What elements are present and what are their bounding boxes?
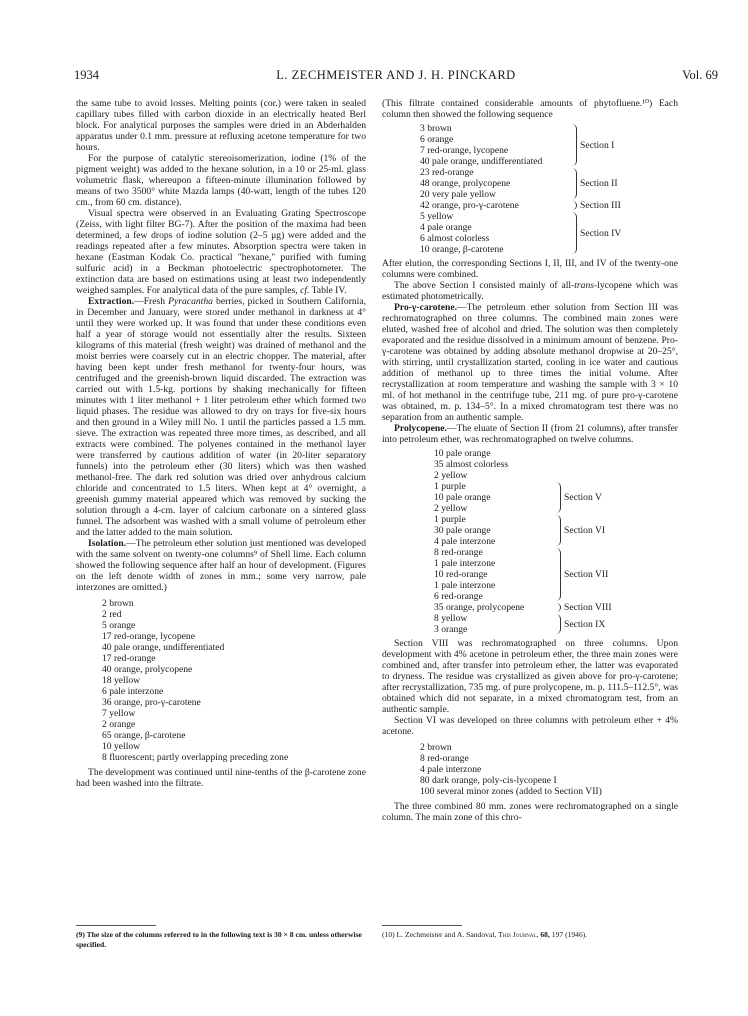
page-number: 1934 [74, 68, 99, 82]
section-brace [556, 515, 561, 546]
zone-entry: 40 pale orange, undifferentiated [420, 156, 543, 167]
paragraph-extraction: Extraction.—Fresh Pyracantha berries, picked in Southern California, in December and January, were stored under methanol in darkness at 4° until they were worked up. It was found that under these conditions even half a year of storage would not essentially alter the results. Sixteen kilograms of this material (fresh weight) was drained of methanol and the moist berries were coarsely cut in an electric chopper. The material, after having been kept under fresh methanol for twenty-four hours, was centrifuged and the greenish-brown liquid discarded. The extraction was carried out with 1.5-kg. portions by shaking mechanically for fifteen minutes with 1 liter methanol + 1 liter petroleum ether which formed two liquid phases. The residue was allowed to dry on trays for five-six hours and then ground in a Wiley mill No. 1 until the particles passed a 1.5 mm. sieve. The extraction was repeated three more times, as described, and all extracts were combined. The polyenes contained in the methanol layer were transferred by cautious addition of water (in 20-liter separatory funnels) into the petroleum ether (30 liters) which was then washed methanol-free. The dark red solution was dried over anhydrous calcium chloride and concentrated to 1.5 liters. When kept at 4° overnight, a greenish gummy material appeared which was removed by sucking the solution through a 4-cm. layer of calcium carbonate on a sintered glass funnel. The adsorbent was washed with a small volume of petroleum ether and the latter added to the main solution. [76, 296, 367, 538]
section-brace [556, 482, 561, 513]
volume-label: Vol. 69 [682, 68, 718, 82]
zone-entry: 4 pale interzone [420, 764, 482, 775]
zone-entry: 5 orange [102, 620, 136, 631]
paragraph: Section VI was developed on three columns with petroleum ether + 4% acetone. [382, 715, 678, 737]
zone-entry: 6 red-orange [434, 591, 483, 602]
zone-entry: 8 red-orange [434, 547, 483, 558]
paragraph: Visual spectra were observed in an Evaluating Grating Spectroscope (Zeiss, with light filter BG-7). After the position of the maxima had been determined, a few drops of iodine solution (2–5 μg) were added and the readings repeated after a few minutes. Absorption spectra were taken in hexane (Eastman Kodak Co. practical "hexane," purified with fuming sulfuric acid) in a Beckman photoelectric spectrophotometer. The extinction data are based on estimations using at least two independently weighed samples. For analytical data of the pure samples, cf. Table IV. [76, 208, 366, 296]
zone-entry: 42 orange, pro-γ-carotene [420, 200, 519, 211]
zone-entry: 10 red-orange [434, 569, 488, 580]
zone-entry: 65 orange, β-carotene [102, 730, 186, 741]
footnote-9: (9) The size of the columns referred to in the following text is 30 × 8 cm. unless otherwise specified. [76, 930, 362, 949]
zone-entry: 10 yellow [102, 741, 141, 752]
zone-entry: 2 yellow [434, 470, 468, 481]
zone-entry: 6 orange [420, 134, 454, 145]
zone-entry: 2 yellow [434, 503, 468, 514]
paragraph-prolycopene: Prolycopene.—The eluate of Section II (from 21 columns), after transfer into petroleum ether, was rechromatographed on twelve columns. [382, 423, 678, 445]
section-label: Section V [564, 492, 602, 503]
paragraph: the same tube to avoid losses. Melting points (cor.) were taken in sealed capillary tubes filled with carbon dioxide in an electrically heated Berl block. For analytical purposes the samples were dried in an Abderhalden apparatus under 0.1 mm. pressure at refluxing acetone temperature for two hours. [76, 98, 366, 153]
zone-entry: 36 orange, pro-γ-carotene [102, 697, 201, 708]
zone-entry: 40 pale orange, undifferentiated [102, 642, 225, 653]
zone-entry: 6 pale interzone [102, 686, 164, 697]
zone-entry: 18 yellow [102, 675, 141, 686]
zone-entry: 7 yellow [102, 708, 136, 719]
section-label: Section IX [564, 618, 606, 630]
section-brace [572, 201, 577, 210]
zone-list [102, 598, 366, 763]
zone-entry: 17 red-orange, lycopene [102, 631, 195, 642]
running-header [74, 68, 718, 84]
zone-entry: 4 pale orange [420, 222, 472, 233]
paragraph-isolation: Isolation.—The petroleum ether solution just mentioned was developed with the same solvent on twenty-one columns⁹ of Shell lime. Each column showed the following sequence after half an hour of development. (Figures on the left denote width of zones in mm.; some very narrow, pale interzones are omitted.) [76, 538, 366, 593]
zone-entry: 3 orange [434, 624, 468, 635]
paragraph: Section VIII was rechromatographed on three columns. Upon development with 4% acetone in petroleum ether, the three main zones were combined and, after transfer into petroleum ether, the latter was evaporated to dryness. The residue was crystallized as given above for pro-γ-carotene; after recrystallization, 735 mg. of pure prolycopene, m. p. 111.5–112.5°, was obtained which did not separate, in a mixed chromatogram test, from an authentic sample. [382, 638, 678, 715]
zone-entry: 8 red-orange [420, 753, 469, 764]
section-brace [556, 548, 561, 601]
section-brace [572, 212, 577, 254]
section-brace [556, 614, 561, 634]
section-label: Section VII [564, 569, 609, 580]
zone-sequence-1 [420, 123, 678, 255]
zone-sequence-2 [434, 448, 678, 635]
zone-entry: 3 brown [420, 123, 452, 134]
section-brace [572, 168, 577, 199]
section-heading: Prolycopene. [394, 423, 447, 434]
zone-entry: 8 yellow [434, 613, 468, 624]
zone-entry: 23 red-orange [420, 167, 474, 178]
footnote-rule [382, 925, 462, 926]
zone-entry: 30 pale orange [434, 525, 491, 536]
running-title: L. ZECHMEISTER AND J. H. PINCKARD [276, 68, 516, 82]
zone-sequence-3 [420, 742, 678, 797]
zone-entry: 1 pale interzone [434, 558, 496, 569]
zone-entry: 7 red-orange, lycopene [420, 145, 509, 156]
paragraph: The three combined 80 mm. zones were rechromatographed on a single column. The main zone of this chro- [382, 801, 678, 823]
zone-entry: 1 purple [434, 481, 466, 492]
footnote-10: (10) L. Zechmeister and A. Sandoval, This Journal, 68, 197 (1946). [382, 930, 588, 939]
zone-entry: 4 pale interzone [434, 536, 496, 547]
zone-entry: 35 orange, prolycopene [434, 602, 525, 613]
paragraph: (This filtrate contained considerable amounts of phytofluene.¹⁰) Each column then showed the following sequence [382, 98, 678, 120]
zone-entry: 10 orange, β-carotene [420, 244, 504, 255]
zone-entry: 17 red-orange [102, 653, 156, 664]
zone-entry: 1 purple [434, 514, 466, 525]
section-label: Section VI [564, 525, 606, 536]
section-brace [556, 603, 561, 612]
zone-entry: 10 pale orange [434, 448, 491, 459]
section-label: Section II [580, 178, 618, 189]
zone-entry: 48 orange, prolycopene [420, 178, 511, 189]
zone-entry: 2 brown [102, 598, 134, 609]
section-label: Section VIII [564, 602, 612, 613]
zone-entry: 5 yellow [420, 211, 454, 222]
zone-entry: 80 dark orange, poly-cis-lycopene I [420, 775, 557, 786]
zone-entry: 8 fluorescent; partly overlapping preceding zone [102, 752, 289, 763]
zone-entry: 100 several minor zones (added to Section VII) [420, 786, 602, 797]
paragraph-pro-gamma: Pro-γ-carotene.—The petroleum ether solution from Section III was rechromatographed on three columns. The combined main zones were eluted, washed free of alcohol and dried. The solution was then completely evaporated and the residue dissolved in a minimum amount of benzene. Pro-γ-carotene was obtained by adding absolute methanol dropwise at 20–25°, with stirring, until crystallization started, cooling in ice water and cautious addition of methanol up to three times the initial volume. After recrystallization at room temperature and washing the sample with 3 × 10 ml. of hot methanol in the centrifuge tube, 211 mg. of pure pro-γ-carotene was obtained, m. p. 134–5°. In a mixed chromatogram test there was no separation from an authentic sample. [382, 302, 678, 423]
zone-entry: 1 pale interzone [434, 580, 496, 591]
right-column [382, 98, 678, 823]
zone-entry: 35 almost colorless [434, 459, 509, 470]
paragraph: For the purpose of catalytic stereoisomerization, iodine (1% of the pigment weight) was added to the hexane solution, in a 10 or 25-ml. glass volumetric flask, whereupon a fifteen-minute illumination followed by means of two 3500° white Mazda lamps (40-watt, length of the tubes 120 cm., from 60 cm. distance). [76, 153, 366, 208]
section-label: Section III [580, 200, 621, 211]
zone-entry: 2 red [102, 609, 122, 620]
paragraph: After elution, the corresponding Sections I, II, III, and IV of the twenty-one columns were combined. [382, 258, 678, 280]
section-label: Section I [580, 139, 615, 151]
section-brace [572, 124, 577, 166]
paragraph: The above Section I consisted mainly of all-trans-lycopene which was estimated photometrically. [382, 280, 678, 302]
zone-entry: 40 orange, prolycopene [102, 664, 193, 675]
zone-entry: 6 almost colorless [420, 233, 490, 244]
section-heading: Extraction. [88, 296, 135, 307]
zone-entry: 20 very pale yellow [420, 189, 496, 200]
section-heading: Pro-γ-carotene. [394, 302, 458, 313]
section-heading: Isolation. [88, 538, 127, 549]
zone-entry: 10 pale orange [434, 492, 491, 503]
zone-entry: 2 brown [420, 742, 452, 753]
footnote-rule [76, 925, 156, 926]
left-column [76, 98, 366, 789]
paragraph: The development was continued until nine-tenths of the β-carotene zone had been washed into the filtrate. [76, 767, 366, 789]
section-label: Section IV [580, 227, 622, 239]
zone-entry: 2 orange [102, 719, 136, 730]
